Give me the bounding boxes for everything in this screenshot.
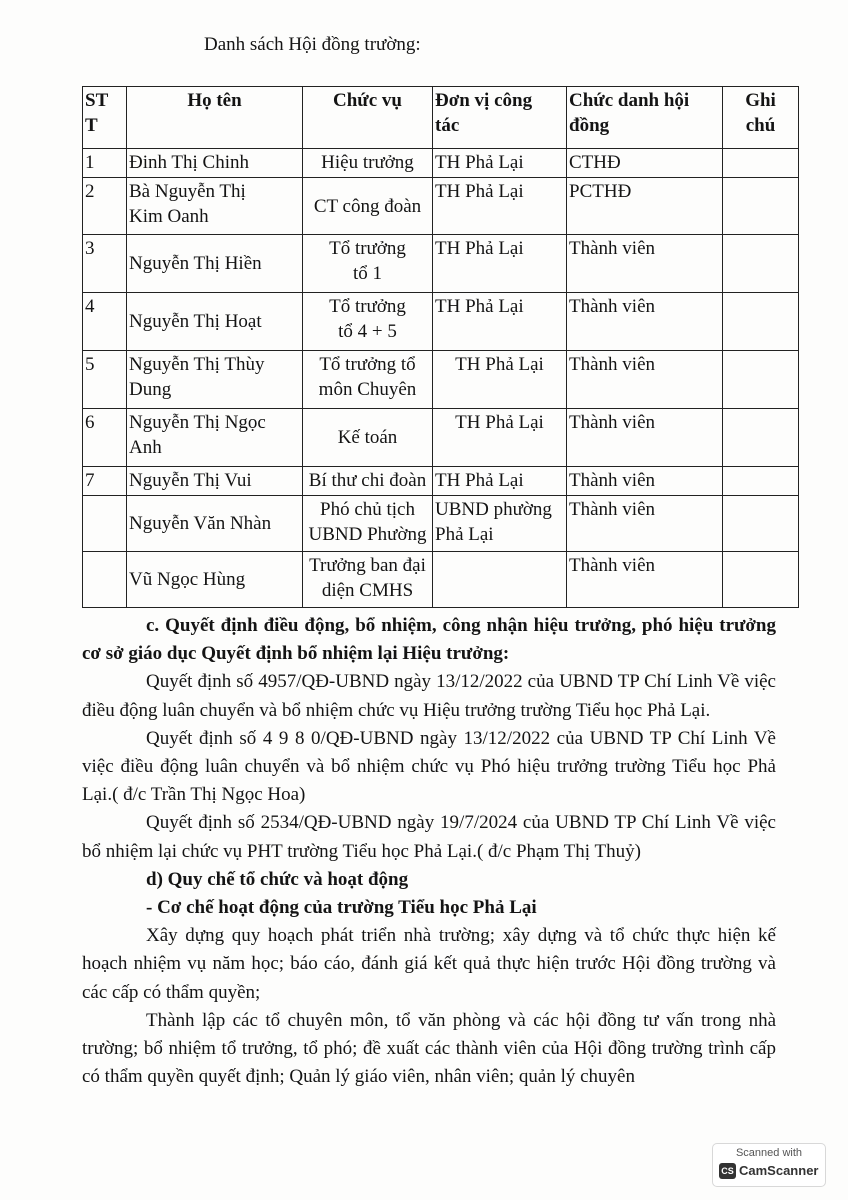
cell-position [303, 409, 433, 467]
cell-name [127, 552, 303, 608]
cell-stt: 1 [83, 149, 127, 178]
cell-unit [433, 552, 567, 608]
cell-position-line: tổ 4 + 5 [338, 321, 397, 342]
cell-unit-line: TH Phả Lại [435, 470, 524, 491]
cell-note [723, 178, 799, 235]
camscanner-logo-icon: CS [719, 1163, 736, 1179]
section-d-title: d) Quy chế tổ chức và hoạt động [146, 868, 409, 890]
cell-position-line: UBND Phường [308, 524, 427, 545]
cell-role: Thành viên [567, 235, 723, 293]
cell-position [303, 293, 433, 351]
cell-unit [433, 409, 567, 467]
header-position: Chức vụ [303, 87, 433, 149]
cell-unit-line: TH Phả Lại [455, 412, 544, 433]
scanner-caption: Scanned with [735, 1147, 803, 1159]
cell-name-line: Nguyễn Thị Thùy [129, 354, 265, 375]
cell-role: Thành viên [567, 496, 723, 552]
cell-note [723, 149, 799, 178]
cell-role: CTHĐ [567, 149, 723, 178]
cell-name [127, 467, 303, 496]
cell-position-line: Tổ trưởng [329, 296, 406, 317]
cell-note [723, 235, 799, 293]
cell-note [723, 496, 799, 552]
cell-stt: 2 [83, 178, 127, 235]
cell-position-line: Hiệu trưởng [321, 152, 414, 173]
header-stt: ST T [83, 87, 127, 149]
cell-role: Thành viên [567, 467, 723, 496]
cell-role: Thành viên [567, 293, 723, 351]
scanner-name: CamScanner [739, 1163, 819, 1178]
table-row [83, 552, 799, 608]
decision-item: Quyết định số 4957/QĐ-UBND ngày 13/12/2022 của UBND TP Chí Linh Về việc điều động luân chuyển và bổ nhiệm chức vụ Hiệu trưởng trường Tiểu học Phả Lại. [82, 671, 776, 721]
cell-unit-line: TH Phả Lại [435, 181, 524, 202]
cell-position-line: tổ 1 [352, 263, 383, 284]
council-table [82, 86, 799, 608]
cell-name [127, 149, 303, 178]
cell-name-line: Vũ Ngọc Hùng [129, 569, 246, 590]
cell-name-line: Nguyễn Thị Hiền [129, 253, 262, 274]
cell-stt: 5 [83, 351, 127, 409]
cell-name-line: Đinh Thị Chinh [129, 152, 249, 173]
cell-unit-line: TH Phả Lại [435, 152, 524, 173]
cell-unit-line: Phả Lại [435, 524, 494, 545]
cell-stt [83, 552, 127, 608]
cell-position [303, 178, 433, 235]
cell-position-line: Kế toán [337, 427, 398, 448]
cell-unit-line: TH Phả Lại [455, 354, 544, 375]
table-header-row [83, 87, 799, 149]
table-row [83, 149, 799, 178]
cell-name-line: Bà Nguyễn Thị [129, 181, 246, 202]
table-body [83, 149, 799, 608]
paragraph: Xây dựng quy hoạch phát triển nhà trường; xây dựng và tổ chức thực hiện kế hoạch nhiệm vụ năm học; báo cáo, đánh giá kết quả thực hiện trước Hội đồng trường và các cấp có thẩm quyền; [82, 925, 776, 1003]
cell-name [127, 409, 303, 467]
cell-position-line: Bí thư chi đoàn [308, 470, 427, 491]
table-row [83, 467, 799, 496]
cell-unit-line: TH Phả Lại [435, 238, 524, 259]
cell-position [303, 552, 433, 608]
cell-stt: 7 [83, 467, 127, 496]
table-row [83, 293, 799, 351]
cell-name-line: Nguyễn Thị Vui [129, 470, 252, 491]
cell-position [303, 235, 433, 293]
cell-position [303, 467, 433, 496]
header-note: Ghi chú [723, 87, 799, 149]
cell-note [723, 467, 799, 496]
table-row [83, 235, 799, 293]
header-role: Chức danh hội đồng [567, 87, 723, 149]
cell-position-line: Trưởng ban đại [309, 555, 426, 576]
cell-unit-line: TH Phả Lại [435, 296, 524, 317]
table-row [83, 351, 799, 409]
cell-position-line: Tổ trưởng tổ [319, 354, 416, 375]
cell-position-line: Phó chủ tịch [320, 499, 415, 520]
cell-stt: 6 [83, 409, 127, 467]
cell-role: Thành viên [567, 409, 723, 467]
cell-position-line: môn Chuyên [318, 379, 417, 400]
cell-name-line: Nguyễn Thị Hoạt [129, 311, 262, 332]
body-text [82, 612, 776, 1091]
cell-note [723, 351, 799, 409]
cell-name [127, 351, 303, 409]
header-name: Họ tên [127, 87, 303, 149]
cell-name-line: Nguyễn Thị Ngọc [129, 412, 266, 433]
cell-position-line: diện CMHS [321, 580, 414, 601]
cell-name-line: Nguyễn Văn Nhàn [129, 513, 272, 534]
cell-stt [83, 496, 127, 552]
cell-unit [433, 149, 567, 178]
cell-position [303, 496, 433, 552]
cell-name-line: Anh [129, 437, 162, 458]
cell-note [723, 293, 799, 351]
cell-position [303, 351, 433, 409]
cell-stt: 4 [83, 293, 127, 351]
cell-note [723, 552, 799, 608]
decision-item: Quyết định số 2534/QĐ-UBND ngày 19/7/2024 của UBND TP Chí Linh Về việc bổ nhiệm lại chức vụ PHT trường Tiểu học Phả Lại.( đ/c Phạm Thị Thuỷ) [82, 812, 776, 862]
cell-position [303, 149, 433, 178]
section-d-subtitle: - Cơ chế hoạt động của trường Tiểu học Phả Lại [146, 897, 537, 919]
table-row [83, 496, 799, 552]
cell-unit [433, 178, 567, 235]
council-list-heading: Danh sách Hội đồng trường: [204, 34, 421, 55]
cell-position-line: CT công đoàn [313, 195, 422, 217]
section-c-title: c. Quyết định điều động, bổ nhiệm, công nhận hiệu trưởng, phó hiệu trưởng cơ sở giáo dục Quyết định bổ nhiệm lại Hiệu trưởng: [82, 615, 776, 665]
cell-role: Thành viên [567, 351, 723, 409]
decision-item: Quyết định số 4 9 8 0/QĐ-UBND ngày 13/12/2022 của UBND TP Chí Linh Về việc điều động luân chuyển và bổ nhiệm chức vụ Phó hiệu trưởng trường Tiểu học Phả Lại.( đ/c Trần Thị Ngọc Hoa) [82, 727, 776, 806]
cell-name [127, 235, 303, 293]
table-row [83, 178, 799, 235]
cell-unit [433, 467, 567, 496]
cell-name-line: Kim Oanh [129, 206, 209, 227]
cell-unit-line: UBND phường [435, 499, 552, 520]
cell-name [127, 496, 303, 552]
table-row [83, 409, 799, 467]
cell-role: Thành viên [567, 552, 723, 608]
cell-note [723, 409, 799, 467]
cell-position-line: Tổ trưởng [329, 238, 406, 259]
scanner-watermark [712, 1143, 826, 1187]
cell-unit [433, 235, 567, 293]
cell-stt: 3 [83, 235, 127, 293]
cell-name [127, 293, 303, 351]
header-unit: Đơn vị công tác [433, 87, 567, 149]
cell-unit [433, 293, 567, 351]
cell-unit [433, 496, 567, 552]
cell-name [127, 178, 303, 235]
paragraph: Thành lập các tổ chuyên môn, tổ văn phòng và các hội đồng tư vấn trong nhà trường; bổ nhiệm tổ trưởng, tổ phó; đề xuất các thành viên của Hội đồng trường trình cấp có thẩm quyền quyết định; Quản lý giáo viên, nhân viên; quản lý chuyên [82, 1009, 776, 1088]
cell-role: PCTHĐ [567, 178, 723, 235]
cell-name-line: Dung [129, 379, 172, 400]
cell-unit [433, 351, 567, 409]
